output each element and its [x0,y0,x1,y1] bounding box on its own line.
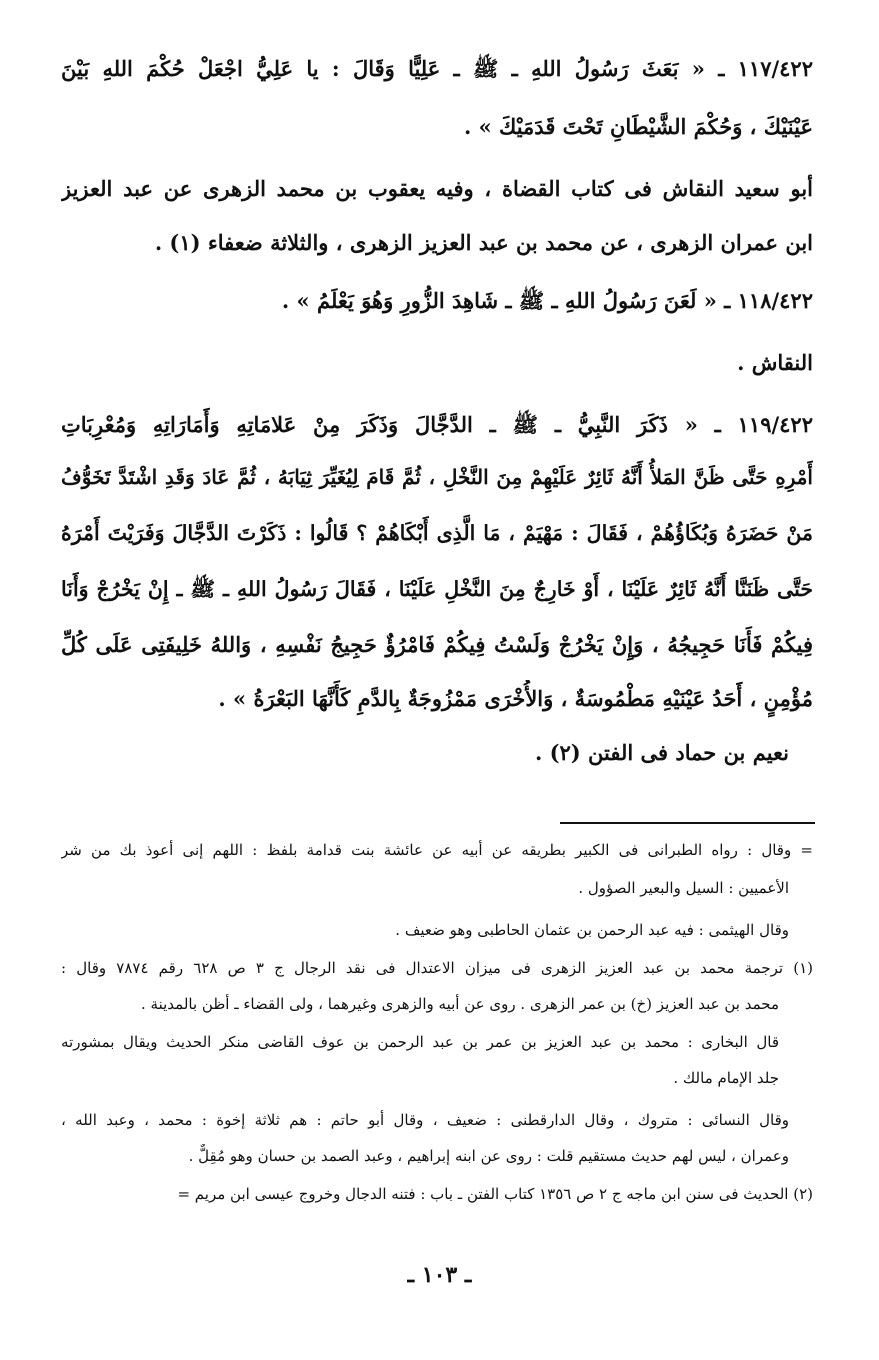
hadith-117-line-1: ١١٧/٤٢٢ ـ « بَعَثَ رَسُولُ اللهِ ـ ﷺ ـ عَلِيًّا وَقَالَ : يا عَلِيُّ اجْعَلْ حُكْمَ اللهِ بَيْنَ [61,56,813,81]
footnote-line-9: وعمران ، ليس لهم حديث مستقيم قلت : روى عن ابنه إبراهيم ، وعبد الصمد بن حسان وهو مُقِلٌّ . [188,1147,789,1165]
footnote-line-3: وقال الهيثمى : فيه عبد الرحمن بن عثمان الحاطبى وهو ضعيف . [395,921,789,939]
footnote-line-7: جلد الإمام مالك . [673,1069,779,1087]
footnote-line-1: = وقال : رواه الطبرانى فى الكبير بطريقه عن أبيه عن عائشة بنت قدامة بلفظ : اللهم إنى أعوذ بك من شر [61,841,813,859]
footnote-line-8: وقال النسائى : متروك ، وقال الدارقطنى : ضعيف ، وقال أبو حاتم : هم ثلاثة إخوة : محمد ، وعبد الله ، [61,1111,789,1129]
footnote-line-10: (٢) الحديث فى سنن ابن ماجه ج ٢ ص ١٣٥٦ كتاب الفتن ـ باب : فتنه الدجال وخروج عيسى ابن مريم = [177,1185,813,1203]
hadith-119-source: نعيم بن حماد فى الفتن (٢) . [534,740,789,765]
footnote-line-2: الأعميين : السيل والبعير الصؤول . [578,879,789,897]
hadith-117-source-line-1: أبو سعيد النقاش فى كتاب القضاة ، وفيه يعقوب بن محمد الزهرى عن عبد العزيز [61,176,813,201]
footnote-line-4: (١) ترجمة محمد بن عبد العزيز الزهرى فى ميزان الاعتدال فى نقد الرجال ج ٣ ص ٦٢٨ رقم ٧٨٧٤ وقال : [61,959,813,977]
footnote-line-6: قال البخارى : محمد بن عبد العزيز بن عمر بن عبد الرحمن بن عوف القاضى منكر الحديث ويقال بمشورته [61,1033,779,1051]
hadith-118-line-1: ١١٨/٤٢٢ ـ « لَعَنَ رَسُولُ اللهِ ـ ﷺ ـ شَاهِدَ الزُّورِ وَهُوَ يَعْلَمُ » . [281,288,813,313]
hadith-117-line-2: عَيْنَيْكَ ، وَحُكْمَ الشَّيْطَانِ تَحْتَ قَدَمَيْكَ » . [463,114,813,139]
hadith-118-source: النقاش . [737,350,813,375]
hadith-119-line-2: أَمْرِهِ حَتَّى ظَنَّ المَلأُ أَنَّهُ ثَائِرٌ عَلَيْهِمْ مِنَ النَّخْلِ ، ثُمَّ قَامَ لِيُغَيِّرَ ثِيَابَهُ ، ثُمَّ عَادَ وَقَدِ اشْتَدَّ تَخَوُّفُ [61,465,813,489]
footnote-line-5: محمد بن عبد العزيز (خ) بن عمر الزهرى . روى عن أبيه والزهرى وغيرهما ، ولى القضاء ـ أظن بالمدينة . [141,995,779,1013]
hadith-119-line-5: فِيكُمْ فَأَنَا حَجِيجُهُ ، وَإِنْ يَخْرُجْ وَلَسْتُ فِيكُمْ فَامْرُؤٌ حَجِيجُ نَفْسِهِ ، وَاللهُ خَلِيفَتِى عَلَى كُلِّ [61,632,813,657]
hadith-117-source-line-2: ابن عمران الزهرى ، عن محمد بن عبد العزيز الزهرى ، والثلاثة ضعفاء (١) . [154,230,813,255]
hadith-119-line-1: ١١٩/٤٢٢ ـ « ذَكَرَ النَّبِيُّ ـ ﷺ ـ الدَّجَّالَ وَذَكَرَ مِنْ عَلامَاتِهِ وَأَمَارَاتِهِ وَمُعْرِبَاتِ [61,412,813,437]
page-number: ـ ١٠٣ ـ [407,1262,472,1288]
footnote-separator [560,822,815,824]
hadith-119-line-6: مُؤْمِنٍ ، أَحَدُ عَيْنَيْهِ مَطْمُوسَةٌ ، وَالأُخْرَى مَمْزُوجَةٌ بِالدَّمِ كَأَنَّهَا البَعْرَةُ » . [218,686,813,711]
hadith-119-line-4: حَتَّى ظَنَنَّا أَنَّهُ ثَائِرٌ عَلَيْنَا ، أَوْ خَارِجٌ مِنَ النَّخْلِ عَلَيْنَا ، فَقَالَ رَسُولُ اللهِ ـ ﷺ ـ إِنْ يَخْرُجْ وَأَنَا [61,577,813,601]
hadith-119-line-3: مَنْ حَضَرَهُ وَبُكَاؤُهُمْ ، فَقَالَ : مَهْيَمْ ، مَا الَّذِى أَبْكَاهُمْ ؟ قَالُوا : ذَكَرْتَ الدَّجَّالَ وَفَرَيْتَ أَمْرَهُ [61,521,813,545]
